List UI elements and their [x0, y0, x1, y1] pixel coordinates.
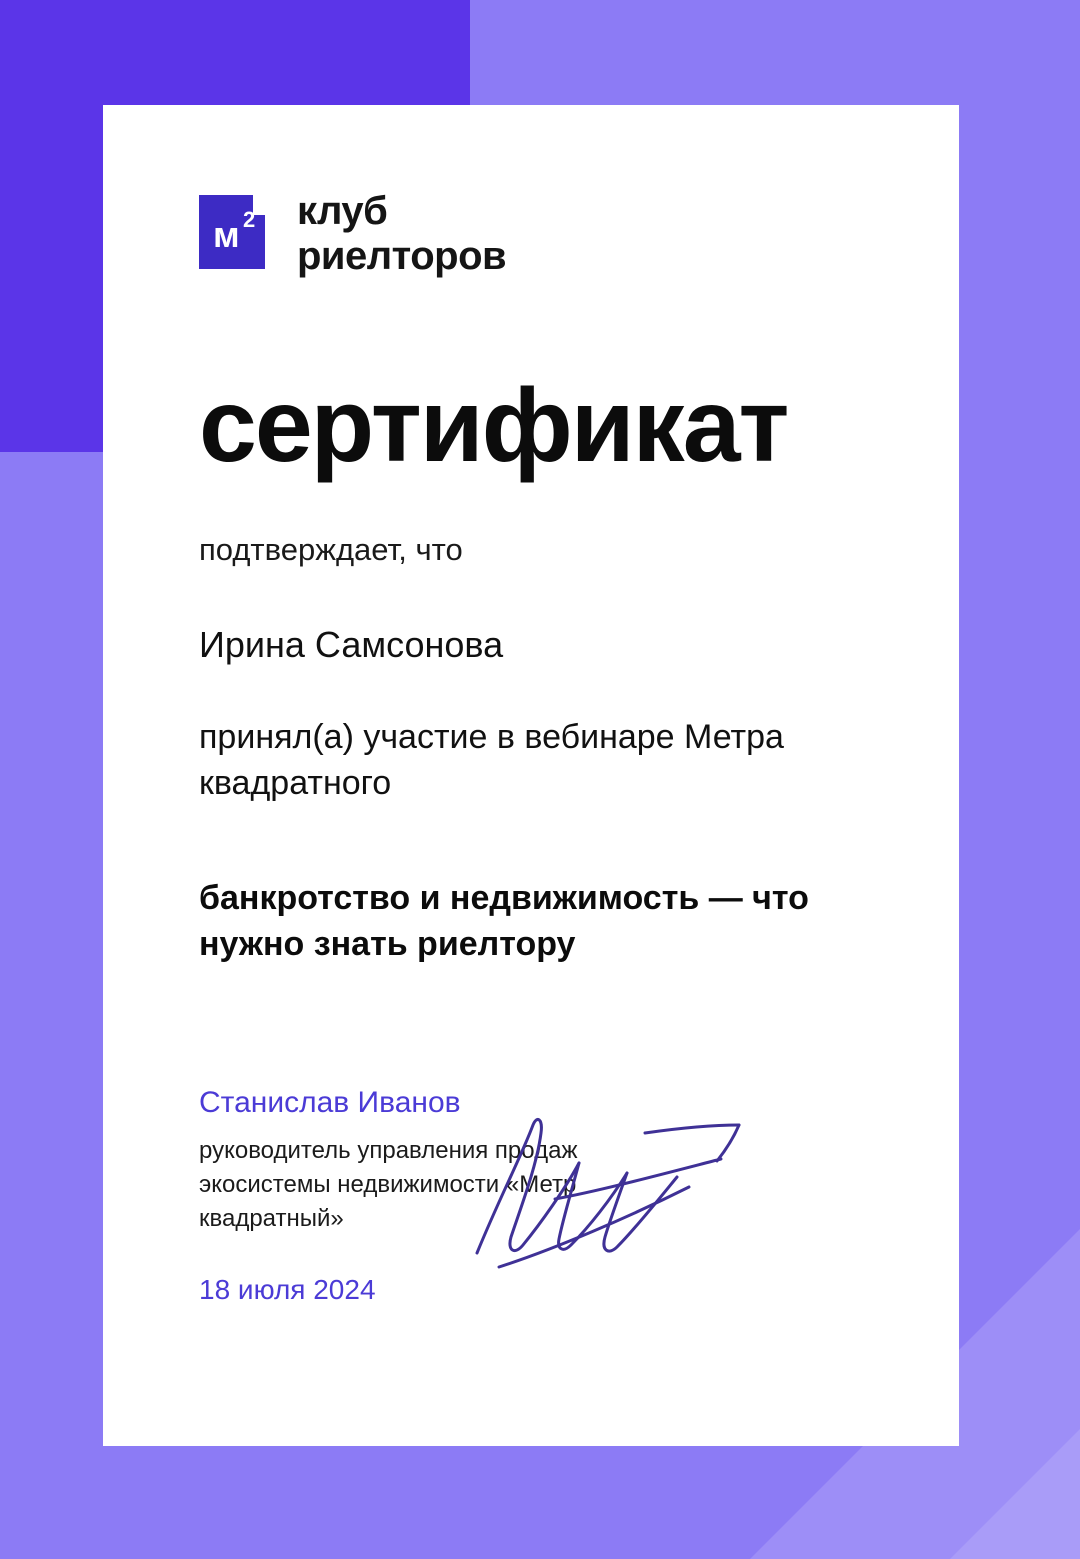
brand-name-line2: риелторов: [297, 233, 507, 278]
certificate-card: [103, 105, 959, 1446]
brand-name-line1: клуб: [297, 189, 388, 233]
webinar-title: банкротство и недвижимость — что нужно знать риелтору: [199, 879, 809, 964]
confirms-label: подтверждает, что: [199, 531, 463, 567]
participation-text: принял(а) участие в вебинаре Метра квадратного: [199, 717, 784, 802]
issue-date: 18 июля 2024: [199, 1274, 376, 1306]
signer-role: руководитель управления продаж экосистемы недвижимости «Метр квадратный»: [199, 1137, 578, 1233]
brand-name: [297, 185, 506, 279]
logo-letter-m: м: [213, 214, 240, 255]
page-title: сертификат: [199, 367, 788, 484]
signature-block: [199, 1083, 899, 1313]
m2-logo-icon: [199, 185, 275, 269]
handwritten-signature-icon: [459, 1103, 779, 1283]
logo-notch-shape: [253, 185, 275, 215]
recipient-name: Ирина Самсонова: [199, 623, 504, 665]
brand-logo: [199, 185, 899, 279]
certificate-content: [199, 185, 899, 1313]
logo-exponent-two: 2: [243, 207, 256, 232]
signer-name: Станислав Иванов: [199, 1086, 461, 1120]
